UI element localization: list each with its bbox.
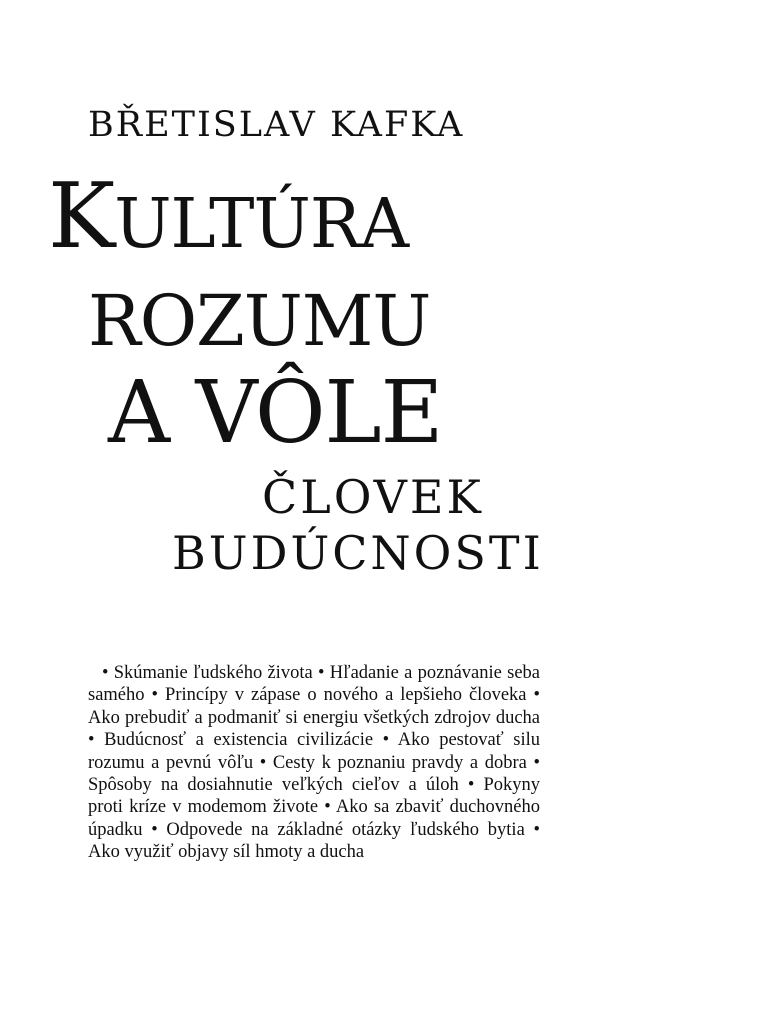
subtitle-line-2: BUDÚCNOSTI bbox=[172, 526, 544, 580]
topics-blurb: • Skúmanie ľudského života • Hľadanie a poznávanie seba samého • Princípy v zápase o nového a lepšieho človeka • Ako prebudiť a podmaniť si energiu všetkých zdrojov ducha • Budúcnosť a existencia civilizácie • Ako pestovať silu rozumu a pevnú vôľu • Cesty k poznaniu pravdy a dobra • Spôsoby na dosiahnutie veľkých cieľov a úloh • Pokyny proti kríze v modemom živote • Ako sa zbaviť duchovného úpadku • Odpovede na základné otázky ľudského bytia • Ako využiť objavy síl hmoty a ducha bbox=[88, 663, 540, 863]
subtitle-line-1: ČLOVEK bbox=[262, 470, 484, 524]
author-name: BŘETISLAV KAFKA bbox=[88, 105, 465, 145]
title-line-2: ROZUMU bbox=[88, 280, 431, 362]
title-line-1-rest: ULTÚRA bbox=[114, 185, 409, 264]
title-line-1 bbox=[48, 164, 409, 269]
title-initial-letter: K bbox=[48, 164, 115, 269]
title-line-3: A VÔLE bbox=[108, 363, 443, 463]
